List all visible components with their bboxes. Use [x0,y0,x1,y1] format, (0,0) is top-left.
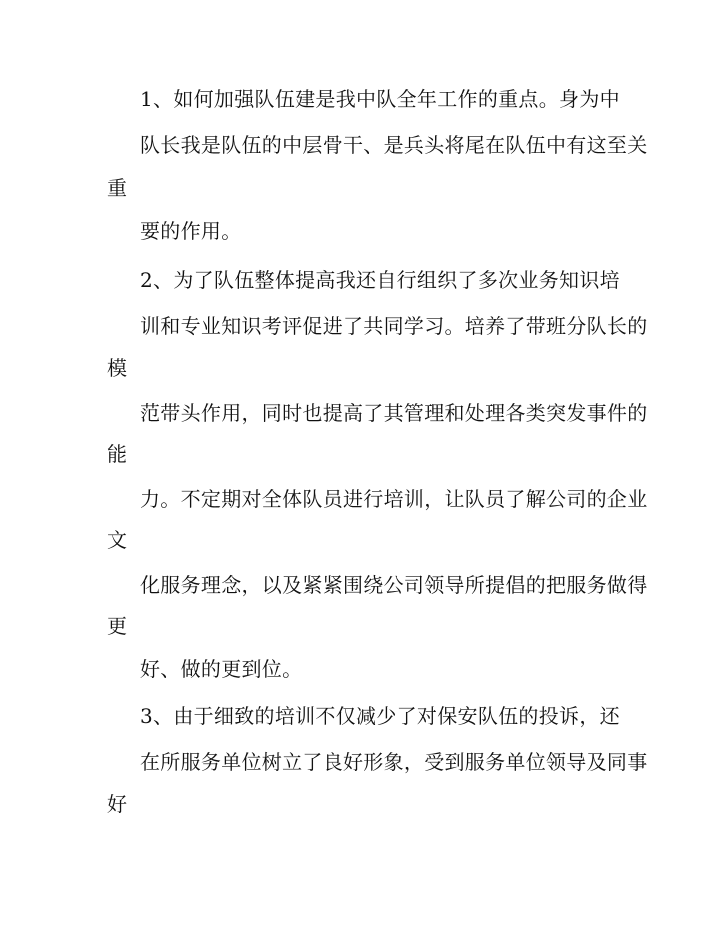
paragraph-2-line-8: 化服务理念，以及紧紧围绕公司领导所提倡的把服务做得 [140,573,648,597]
paragraph-1-line-1: 1、如何加强队伍建是我中队全年工作的重点。身为中 [140,87,620,111]
paragraph-3-line-2: 在所服务单位树立了良好形象，受到服务单位领导及同事 [140,750,648,774]
paragraph-1-line-2: 队长我是队伍的中层骨干、是兵头将尾在队伍中有这至关 [140,133,648,157]
paragraph-1-line-4: 要的作用。 [140,219,242,243]
paragraph-2-line-4: 范带头作用，同时也提高了其管理和处理各类突发事件的 [140,401,648,425]
paragraph-2-line-3: 模 [107,356,128,380]
paragraph-2-line-7: 文 [107,528,128,552]
paragraph-2-line-1: 2、为了队伍整体提高我还自行组织了多次业务知识培 [140,268,620,292]
paragraph-3-line-1: 3、由于细致的培训不仅减少了对保安队伍的投诉，还 [140,704,620,728]
paragraph-3-line-3: 好 [107,792,128,816]
paragraph-2-line-2: 训和专业知识考评促进了共同学习。培养了带班分队长的 [140,314,648,338]
paragraph-1-line-3: 重 [107,176,128,200]
paragraph-2-line-9: 更 [107,614,128,638]
paragraph-2-line-5: 能 [107,442,128,466]
paragraph-2-line-10: 好、做的更到位。 [140,657,303,681]
paragraph-2-line-6: 力。不定期对全体队员进行培训，让队员了解公司的企业 [140,487,648,511]
